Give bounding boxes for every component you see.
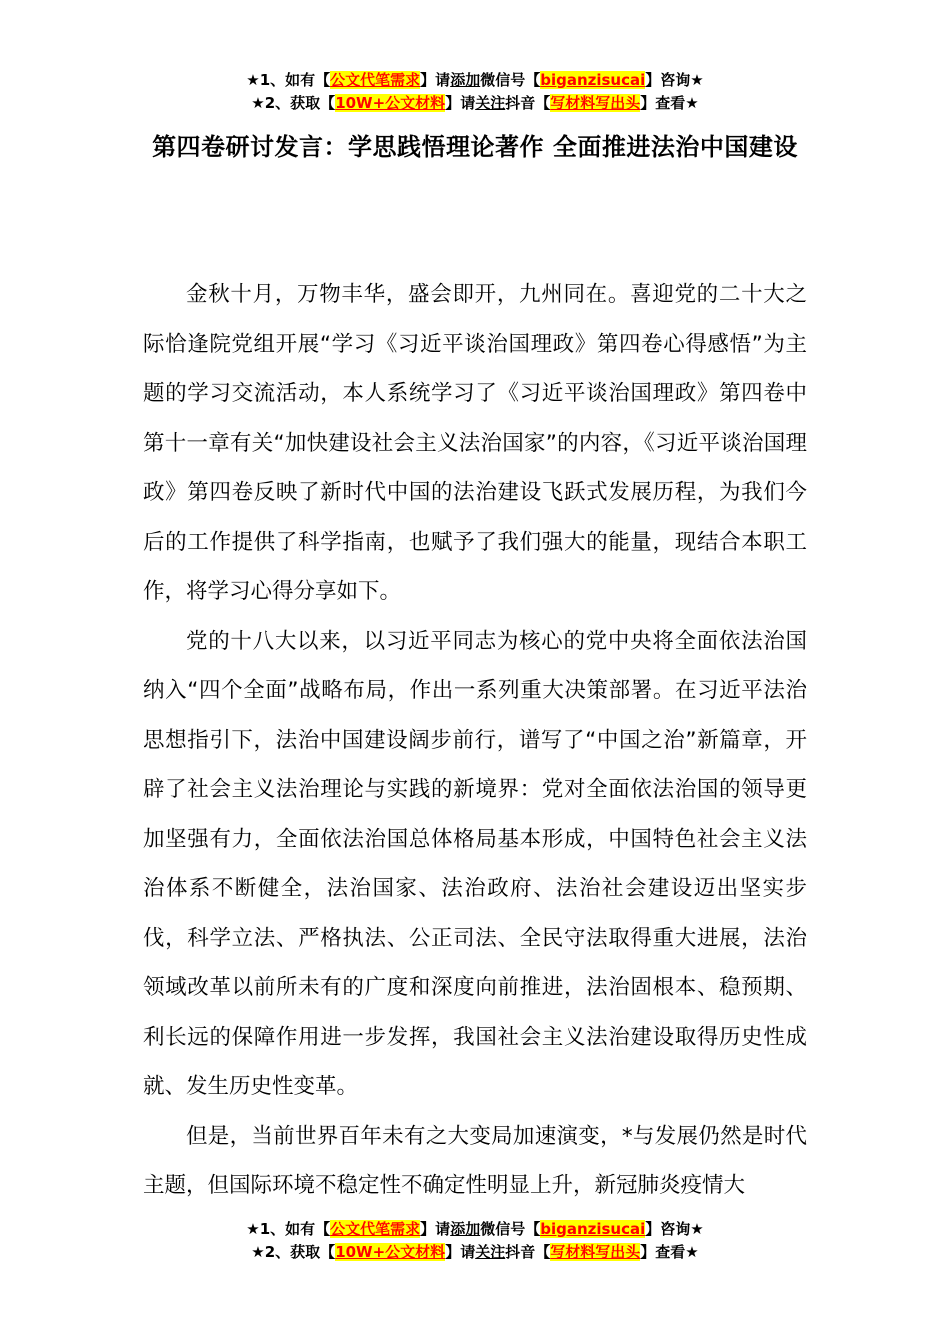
banner-line-1 [0,1218,950,1241]
banner-text: 】咨询★ [645,71,704,89]
banner-highlight: 写材料写出头 [550,94,641,112]
banner-text: 】咨询★ [645,1220,704,1238]
banner-text: 】请 [420,1220,451,1238]
banner-underline: 关注 [475,1243,506,1261]
banner-text: ★2、获取【 [251,1243,336,1261]
paragraph: 但是，当前世界百年未有之大变局加速演变，*与发展仍然是时代主题，但国际环境不稳定性不确定性明显上升，新冠肺炎疫情大 [143,1123,807,1198]
document-title: 第四卷研讨发言：学思践悟理论著作 全面推进法治中国建设 [152,133,798,161]
banner-text: ★1、如有【 [246,71,331,89]
banner-line-2 [0,92,950,115]
banner-highlight: 10W+公文材料 [335,94,446,112]
banner-line-1 [0,69,950,92]
banner-text: 】请 [445,1243,476,1261]
banner-underline: 关注 [475,94,506,112]
banner-text: 微信号【 [480,1220,541,1238]
banner-underline: 添加 [450,1220,481,1238]
banner-text: 抖音【 [505,1243,551,1261]
paragraph: 党的十八大以来，以习近平同志为核心的党中央将全面依法治国纳入“四个全面”战略布局，作出一系列重大决策部署。在习近平法治思想指引下，法治中国建设阔步前行，谱写了“中国之治”新篇章，开辟了社会主义法治理论与实践的新境界：党对全面依法治国的领导更加坚强有力，全面依法治国总体格局基本形成，中国特色社会主义法治体系不断健全，法治国家、法治政府、法治社会建设迈出坚实步伐，科学立法、严格执法、公正司法、全民守法取得重大进展，法治领域改革以前所未有的广度和深度向前推进，法治固根本、稳预期、利长远的保障作用进一步发挥，我国社会主义法治建设取得历史性成就、发生历史性变革。 [143,628,807,1099]
header-banner [0,69,950,115]
banner-highlight: 10W+公文材料 [335,1243,446,1261]
document-body [143,270,807,1211]
banner-text: 微信号【 [480,71,541,89]
banner-highlight: biganzisucai [540,1220,646,1238]
banner-text: 】查看★ [640,94,699,112]
banner-text: ★2、获取【 [251,94,336,112]
banner-highlight: 公文代笔需求 [330,1220,421,1238]
banner-text: 】查看★ [640,1243,699,1261]
banner-highlight: biganzisucai [540,71,646,89]
paragraph: 金秋十月，万物丰华，盛会即开，九州同在。喜迎党的二十大之际恰逢院党组开展“学习《习近平谈治国理政》第四卷心得感悟”为主题的学习交流活动，本人系统学习了《习近平谈治国理政》第四卷中第十一章有关“加快建设社会主义法治国家”的内容，《习近平谈治国理政》第四卷反映了新时代中国的法治建设飞跃式发展历程，为我们今后的工作提供了科学指南，也赋予了我们强大的能量，现结合本职工作，将学习心得分享如下。 [143,282,807,604]
banner-highlight: 写材料写出头 [550,1243,641,1261]
footer-banner [0,1218,950,1264]
banner-text: 】请 [420,71,451,89]
banner-text: 抖音【 [505,94,551,112]
banner-line-2 [0,1241,950,1264]
banner-text: 】请 [445,94,476,112]
banner-highlight: 公文代笔需求 [330,71,421,89]
banner-underline: 添加 [450,71,481,89]
banner-text: ★1、如有【 [246,1220,331,1238]
